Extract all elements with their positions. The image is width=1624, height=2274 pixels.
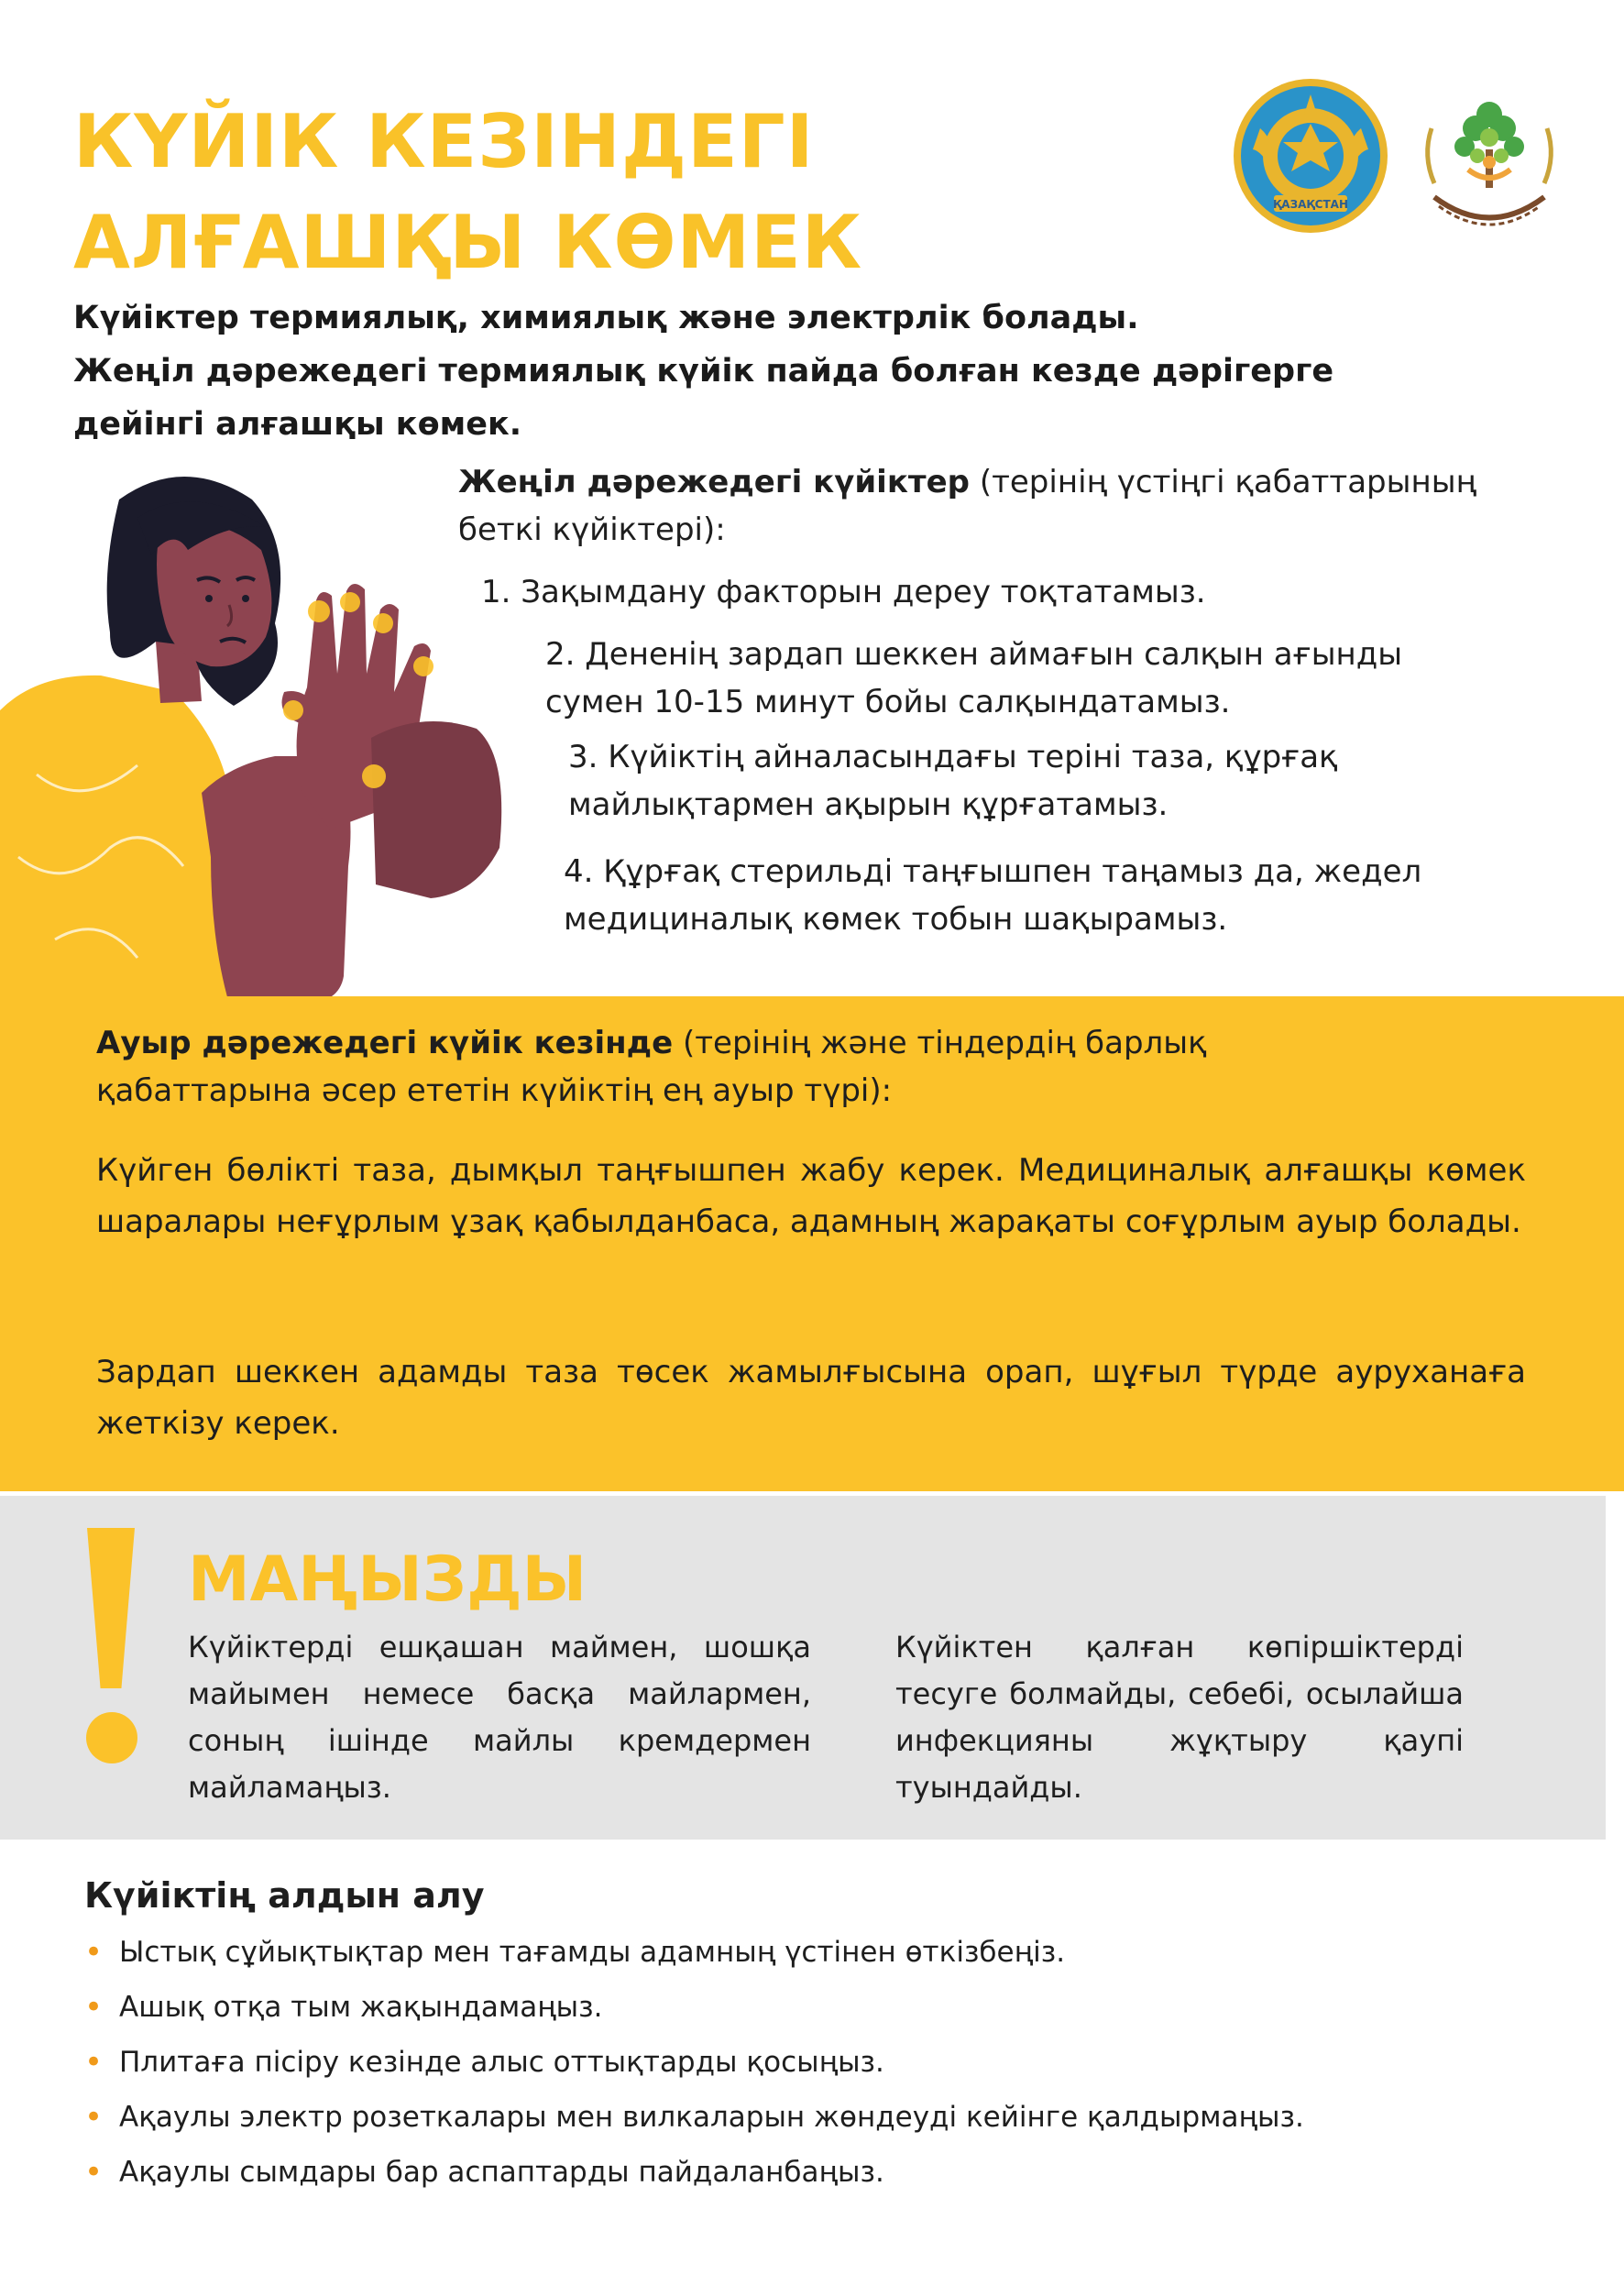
mild-step-1 bbox=[481, 568, 1206, 616]
mild-step-3-line-1: 3. Күйіктің айналасындағы теріні таза, құрғақ bbox=[568, 739, 1338, 775]
severe-heading-rest-2: қабаттарына әсер ететін күйіктің ең ауыр түрі): bbox=[96, 1072, 893, 1109]
exclamation-dot bbox=[86, 1712, 137, 1763]
severe-burns-section bbox=[0, 996, 1624, 1491]
important-left-text: Күйіктерді ешқашан маймен, шошқа майымен немесе басқа майлармен, соның ішінде майлы кремдермен майламаңыз. bbox=[188, 1630, 811, 1805]
intro-line-2: Жеңіл дәрежедегі термиялық күйік пайда болған кезде дәрігерге bbox=[73, 353, 1334, 390]
mild-heading-rest-2: беткі күйіктері): bbox=[458, 511, 726, 548]
severe-heading-rest: (терінің және тіндердің барлық bbox=[673, 1025, 1207, 1061]
prevention-item: • Ашық отқа тым жақындамаңыз. bbox=[84, 1980, 1304, 2035]
logos bbox=[1233, 78, 1581, 234]
exclamation-bar bbox=[87, 1528, 135, 1688]
emblem-text: ҚАЗАҚСТАН bbox=[1272, 198, 1349, 211]
severe-paragraph-2: Зардап шеккен адамды таза төсек жамылғысына орап, шұғыл түрде ауруханаға жеткізу керек. bbox=[96, 1354, 1526, 1442]
mild-step-2 bbox=[545, 631, 1402, 726]
important-title: МАҢЫЗДЫ bbox=[188, 1543, 587, 1616]
intro-line-3: дейінгі алғашқы көмек. bbox=[73, 406, 522, 443]
mild-step-4-line-1: 4. Құрғақ стерильді таңғышпен таңамыз да, жедел bbox=[564, 853, 1422, 890]
severe-heading bbox=[96, 1019, 1563, 1115]
mild-heading-bold: Жеңіл дәрежедегі күйіктер bbox=[458, 464, 971, 500]
severe-paragraph-1: Күйген бөлікті таза, дымқыл таңғышпен жабу керек. Медициналық алғашқы көмек шаралары неғұрлым ұзақ қабылданбаса, адамның жарақаты соғұрлым ауыр болады. bbox=[96, 1152, 1526, 1240]
mild-step-3 bbox=[568, 733, 1338, 829]
mild-heading-rest: (терінің үстіңгі қабаттарының bbox=[970, 464, 1477, 500]
mild-step-3-line-2: майлықтармен ақырын құрғатамыз. bbox=[568, 786, 1169, 823]
important-section bbox=[0, 1496, 1606, 1840]
mild-heading bbox=[458, 458, 1558, 554]
woman-burned-hand-illustration bbox=[0, 463, 522, 1004]
intro-line-1: Күйіктер термиялық, химиялық және электрлік болады. bbox=[73, 300, 1139, 336]
prevention-item: • Ыстық сұйықтықтар мен тағамды адамның үстінен өткізбеңіз. bbox=[84, 1925, 1304, 1980]
intro-text bbox=[73, 291, 1448, 451]
prevention-title: Күйіктің алдын алу bbox=[84, 1875, 485, 1916]
health-center-logo-icon bbox=[1411, 78, 1567, 234]
prevention-item: • Плитаға пісіру кезінде алыс оттықтарды қосыңыз. bbox=[84, 2035, 1304, 2090]
mild-step-4-line-2: медициналық көмек тобын шақырамыз. bbox=[564, 901, 1228, 938]
prevention-item: • Ақаулы электр розеткалары мен вилкаларын жөндеуді кейінге қалдырмаңыз. bbox=[84, 2090, 1304, 2145]
page-title-line-2: АЛҒАШҚЫ КӨМЕК bbox=[73, 200, 863, 285]
state-emblem-icon bbox=[1233, 78, 1388, 234]
severe-heading-bold: Ауыр дәрежедегі күйік кезінде bbox=[96, 1025, 674, 1061]
prevention-item: • Ақаулы сымдары бар аспаптарды пайдаланбаңыз. bbox=[84, 2145, 1304, 2200]
mild-burns-section bbox=[458, 458, 1558, 938]
important-right-text: Күйіктен қалған көпіршіктерді тесуге болмайды, себебі, осылайша инфекцияны жұқтыру қаупі туындайды. bbox=[895, 1630, 1464, 1805]
mild-step-2-line-2: сумен 10-15 минут бойы салқындатамыз. bbox=[545, 684, 1231, 720]
mild-step-2-line-1: 2. Дененің зардап шеккен аймағын салқын ағынды bbox=[545, 636, 1403, 673]
page-title-line-1: КҮЙІК КЕЗІНДЕГІ bbox=[73, 99, 815, 184]
mild-step-1-line-1: 1. Зақымдану факторын дереу тоқтатамыз. bbox=[481, 574, 1206, 610]
prevention-list bbox=[84, 1925, 1304, 2200]
page-title bbox=[73, 92, 898, 293]
mild-step-4 bbox=[564, 848, 1421, 943]
